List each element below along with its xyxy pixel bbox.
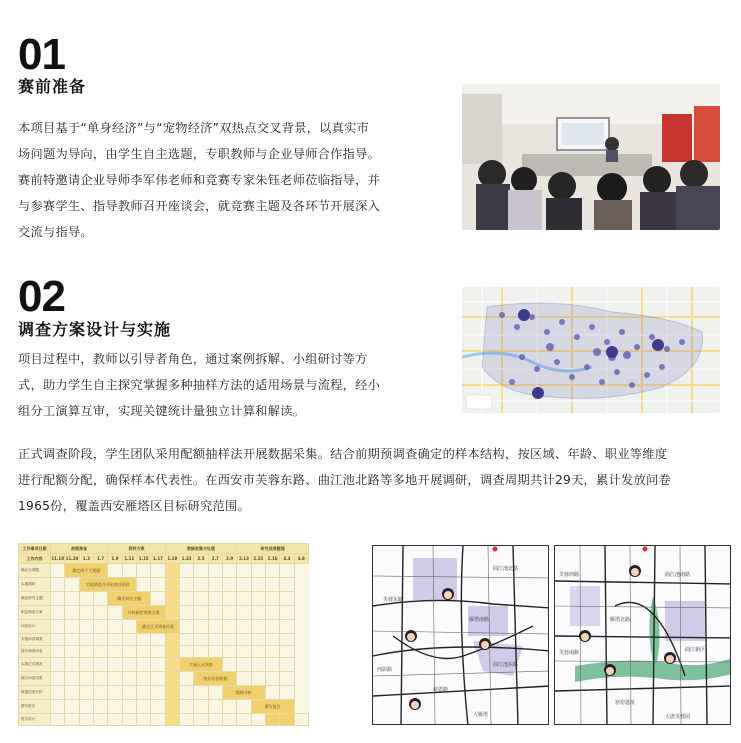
map-label: 雁塔南路 [469,617,490,623]
gantt-bar: 确定研究主题 [108,592,151,606]
section1-paragraph [18,115,448,245]
formal-survey-paragraph [18,441,730,519]
map-label: 芙蓉东路 [383,597,404,603]
map-label: 曲江池北路 [493,566,519,572]
gantt-row [19,686,309,700]
map-label: 西影路 [377,667,393,673]
seminar-photo [462,84,720,230]
gantt-row [19,714,309,726]
gantt-date-cell: 1.3 [79,554,93,564]
map-label: 雁塔北路 [610,617,631,623]
gantt-task-cell: 确定研究主题 [19,592,51,606]
gantt-date-cell: 2.15 [251,554,265,564]
gantt-row [19,646,309,658]
map-label: 曲江新区 [685,647,706,653]
survey-area-map-left [372,545,549,725]
gantt-bar: 开始制定调查方案 [122,606,165,620]
gantt-date-cell: 2.16 [265,554,279,564]
section-title-survey-design: 调查方案设计与实施 [18,320,172,339]
gantt-date-cell: 1.7 [93,554,107,564]
gantt-row [19,564,309,578]
gantt-bar: 撰写报告 [251,700,294,714]
gantt-date-cell: 2.13 [237,554,251,564]
gantt-bar: 数据分析 [222,686,265,700]
map-label: 芙蓉西路 [559,572,580,578]
gantt-task-cell: 统计调查问卷 [19,646,51,658]
gantt-task-cell: 工作内容 [19,554,51,564]
text-line: 赛前特邀请企业导师李军伟老师和竞赛专家朱钰老师莅临指导，并 [18,173,381,187]
gantt-task-cell: 数据信度分析 [19,686,51,700]
text-line: 本项目基于“单身经济”与“宠物经济”双热点交叉背景，以真实市 [18,121,370,135]
gantt-date-cell: 1.15 [136,554,150,564]
gantt-date-cell: 1.9 [108,554,122,564]
gantt-table [18,543,309,726]
gantt-phase-cell: 资料方案 [108,544,165,554]
text-line: 组分工演算互审，实现关键统计量独立计算和解读。 [18,404,306,418]
text-line: 场问题为导向，由学生自主选题，专职教师与企业导师合作指导。 [18,147,381,161]
gantt-row [19,592,309,606]
gantt-date-cell: 4.4 [280,554,294,564]
gantt-task-cell: 实施正式调查 [19,658,51,672]
gantt-date-cell: 1.22 [179,554,193,564]
gantt-row [19,606,309,620]
gantt-bar: 确定两个大课题 [65,564,108,578]
gantt-phase-row [19,544,309,554]
text-line: 项目过程中，教师以引导者角色，通过案例拆解、小组研讨等方 [18,352,368,366]
gantt-row [19,578,309,592]
gantt-bar: 实施正式调查 [179,658,222,672]
gantt-date-cell: 11.20 [65,554,79,564]
gantt-row [19,700,309,714]
gantt-row [19,658,309,672]
sampling-location-map [462,287,720,413]
section-number-01: 01 [18,30,65,79]
map-label: 芙蓉南路 [559,650,580,656]
text-line: 式，助力学生自主探究掌握多种抽样方法的适用场景与流程，经小 [18,378,381,392]
map-label: 曲江池南路 [665,572,691,578]
map-label: 曲江池东路 [493,662,519,668]
gantt-task-cell: 实施问卷调查 [19,634,51,646]
gantt-date-cell: 2.9 [222,554,236,564]
text-line: 1965份，覆盖西安雁塔区目标研究范围。 [18,499,251,513]
gantt-date-cell: 11.10 [51,554,65,564]
gantt-phase-cell: 前期准备 [51,544,108,554]
text-line: 交流与指导。 [18,225,93,239]
gantt-task-cell: 统计问卷结果 [19,672,51,686]
text-line: 正式调查阶段，学生团队采用配额抽样法开展数据采集。结合前期预调查确定的样本结构，按区域、年龄、职业等维度 [18,447,668,461]
gantt-task-cell: 问卷设计 [19,620,51,634]
gantt-task-cell: 制定调查方案 [19,606,51,620]
gantt-phase-cell: 研究成果整理 [237,544,309,554]
gantt-bar: 确定正式调查问卷 [136,620,179,634]
section-number-02: 02 [18,272,65,321]
text-line: 与参赛学生、指导教师召开座谈会，就竞赛主题及各环节开展深入 [18,199,381,213]
map-label: 寒窑遗址 [615,700,636,706]
gantt-task-cell: 实地调研 [19,578,51,592]
section2-paragraph [18,346,448,424]
map-label: 大雁塔 [473,712,489,718]
gantt-date-cell: 2.7 [208,554,222,564]
gantt-corner-cell: 工作事项日期 [19,544,51,554]
gantt-date-row [19,554,309,564]
gantt-date-cell: 4.8 [294,554,308,564]
gantt-task-cell: 确定大课题 [19,564,51,578]
gantt-date-cell: 1.18 [165,554,179,564]
survey-schedule-gantt [18,543,309,726]
survey-area-map-right [554,545,731,725]
gantt-date-cell: 1.11 [122,554,136,564]
gantt-phase-cell: 数据收集与处理 [165,544,237,554]
gantt-bar: 统计问卷数据 [194,672,237,686]
gantt-task-cell: 撰写报告 [19,700,51,714]
text-line: 进行配额分配，确保样本代表性。在西安市芙蓉东路、曲江池北路等多地开展调研，调查周期共计29天，累计发放问卷 [18,473,671,487]
map-label: 大唐芙蓉园 [665,714,691,720]
gantt-row [19,620,309,634]
section-title-preparation: 赛前准备 [18,77,87,96]
gantt-date-cell: 1.17 [151,554,165,564]
map-label: 慈恩路 [433,687,449,693]
gantt-row [19,672,309,686]
gantt-row [19,634,309,646]
gantt-date-cell: 2.5 [194,554,208,564]
gantt-bar: 实地调查并开始查找资料 [79,578,136,592]
gantt-task-cell: 报告设计 [19,714,51,726]
